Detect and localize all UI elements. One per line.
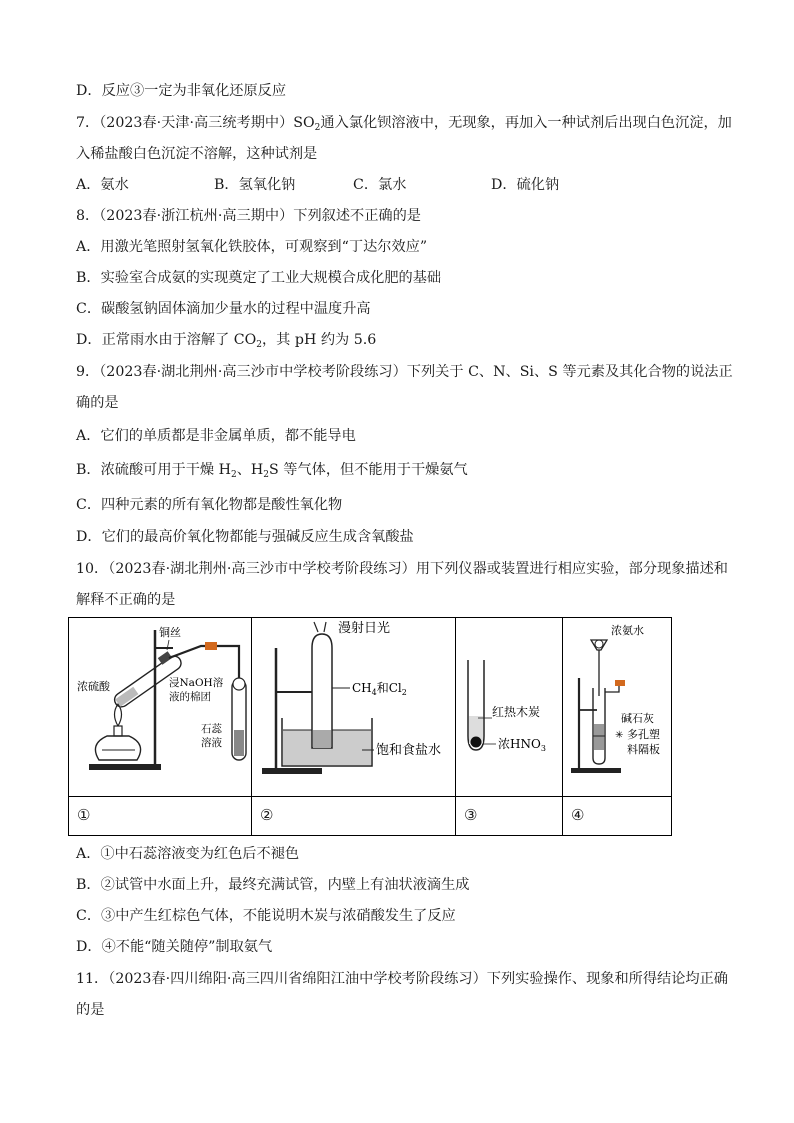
- q10-option-a: A．①中石蕊溶液变为红色后不褪色: [76, 846, 300, 862]
- figure-cell-1: [69, 618, 252, 835]
- question-10-stem: 10．（2023春·湖北荆州·高三沙市中学校考阶段练习）用下列仪器或装置进行相应实验，部分现象描述和: [76, 561, 728, 577]
- q10-option-b: B．②试管中水面上升，最终充满试管，内壁上有油状液滴生成: [76, 877, 470, 893]
- conc-hno3-label: 浓$HNO_3$: [498, 737, 546, 753]
- question-8-stem: 8．（2023春·浙江杭州·高三期中）下列叙述不正确的是: [76, 208, 421, 224]
- figure-table-divider: [69, 796, 671, 797]
- cotton-label-2: 液的棉团: [169, 691, 211, 703]
- q7-option-a: A．氨水: [76, 177, 129, 193]
- q8-option-a: A．用激光笔照射氢氧化铁胶体，可观察到“丁达尔效应”: [76, 239, 428, 255]
- q8-option-c: C．碳酸氢钠固体滴加少量水的过程中温度升高: [76, 301, 371, 317]
- q7-option-c: C．氯水: [353, 177, 407, 193]
- q9-b-sub2: 2: [263, 470, 270, 480]
- red-hot-charcoal-label: 红热木炭: [492, 705, 541, 719]
- question-7-stem: [76, 113, 732, 138]
- asterisk-icon: ✳: [615, 730, 624, 741]
- conc-h2so4-label: 浓硫酸: [77, 680, 110, 693]
- question-11-stem: 11．（2023春·四川绵阳·高三四川省绵阳江油中学校考阶段练习）下列实验操作、现象和所得结论均正确: [76, 971, 728, 987]
- question-9-stem: 9．（2023春·湖北荆州·高三沙市中学校考阶段练习）下列关于 C、N、Si、S 等元素及其化合物的说法正: [76, 364, 733, 380]
- q10-option-d: D．④不能“随关随停”制取氨气: [76, 939, 273, 955]
- saturated-brine-label: 饱和食盐水: [376, 743, 442, 758]
- q8-option-d: [76, 330, 376, 355]
- q8-option-b: B．实验室合成氨的实现奠定了工业大规模合成化肥的基础: [76, 270, 442, 286]
- q7-text-a: 7．（2023春·天津·高三统考期中）SO: [76, 115, 315, 131]
- q9-b-text-b: 、H: [236, 462, 264, 478]
- porous-plate-label-2: 料隔板: [627, 743, 660, 756]
- cotton-label-1: 浸NaOH溶: [169, 677, 224, 689]
- ammonia-generation-diagram: [563, 618, 671, 796]
- q7-option-b: B．氢氧化钠: [214, 177, 296, 193]
- copper-wire-label: 铜丝: [159, 626, 181, 639]
- q7-option-d: D．硫化钠: [491, 177, 560, 193]
- question-11-stem-cont: 的是: [76, 1002, 105, 1018]
- q9-b-sub1: 2: [231, 470, 237, 480]
- q9-b-text-a: B．浓硫酸可用于干燥 H: [76, 462, 231, 478]
- charcoal-nitric-acid-diagram: [456, 618, 562, 796]
- figure-number-2: ②: [260, 806, 274, 824]
- soda-lime-label: 碱石灰: [621, 712, 654, 725]
- diffuse-light-label: 漫射日光: [338, 621, 391, 636]
- litmus-label-1: 石蕊: [201, 723, 222, 735]
- methane-chlorine-apparatus-diagram: [252, 618, 455, 796]
- gas-mixture-label: $CH_4$和$Cl_2$: [352, 681, 407, 697]
- question-7-stem-cont: 入稀盐酸白色沉淀不溶解，这种试剂是: [76, 146, 318, 162]
- q7-text-b: 通入氯化钡溶液中，无现象，再加入一种试剂后出现白色沉淀，加: [320, 115, 732, 131]
- litmus-label-2: 溶液: [201, 737, 222, 749]
- question-9-stem-cont: 确的是: [76, 395, 119, 411]
- q9-b-text-c: S 等气体，但不能用于干燥氨气: [269, 462, 468, 478]
- question-10-stem-cont: 解释不正确的是: [76, 592, 176, 608]
- q8-d-text-a: D．正常雨水由于溶解了 CO: [76, 332, 257, 348]
- figure-cell-4: [563, 618, 671, 835]
- figure-number-4: ④: [571, 806, 585, 824]
- q8-d-sub: 2: [256, 340, 262, 350]
- q9-option-d: D．它们的最高价氧化物都能与强碱反应生成含氧酸盐: [76, 529, 414, 545]
- figure-number-1: ①: [77, 806, 91, 824]
- figure-cell-2: [252, 618, 456, 835]
- q7-subscript: 2: [314, 123, 321, 133]
- porous-plate-label-1: 多孔塑: [627, 728, 660, 741]
- q8-d-text-b: ，其 pH 约为 5.6: [261, 332, 377, 348]
- q10-option-c: C．③中产生红棕色气体，不能说明木炭与浓硝酸发生了反应: [76, 908, 456, 924]
- figure-cell-3: [456, 618, 563, 835]
- conc-ammonia-label: 浓氨水: [611, 624, 644, 637]
- q6-option-d: D．反应③一定为非氧化还原反应: [76, 83, 287, 99]
- q9-option-c: C．四种元素的所有氧化物都是酸性氧化物: [76, 497, 343, 513]
- copper-h2so4-apparatus-diagram: [69, 618, 251, 796]
- q9-option-a: A．它们的单质都是非金属单质，都不能导电: [76, 428, 356, 444]
- figure-number-3: ③: [464, 806, 478, 824]
- question-7-options: [76, 175, 716, 195]
- q9-option-b: [76, 460, 468, 485]
- apparatus-figure-table: [68, 617, 672, 836]
